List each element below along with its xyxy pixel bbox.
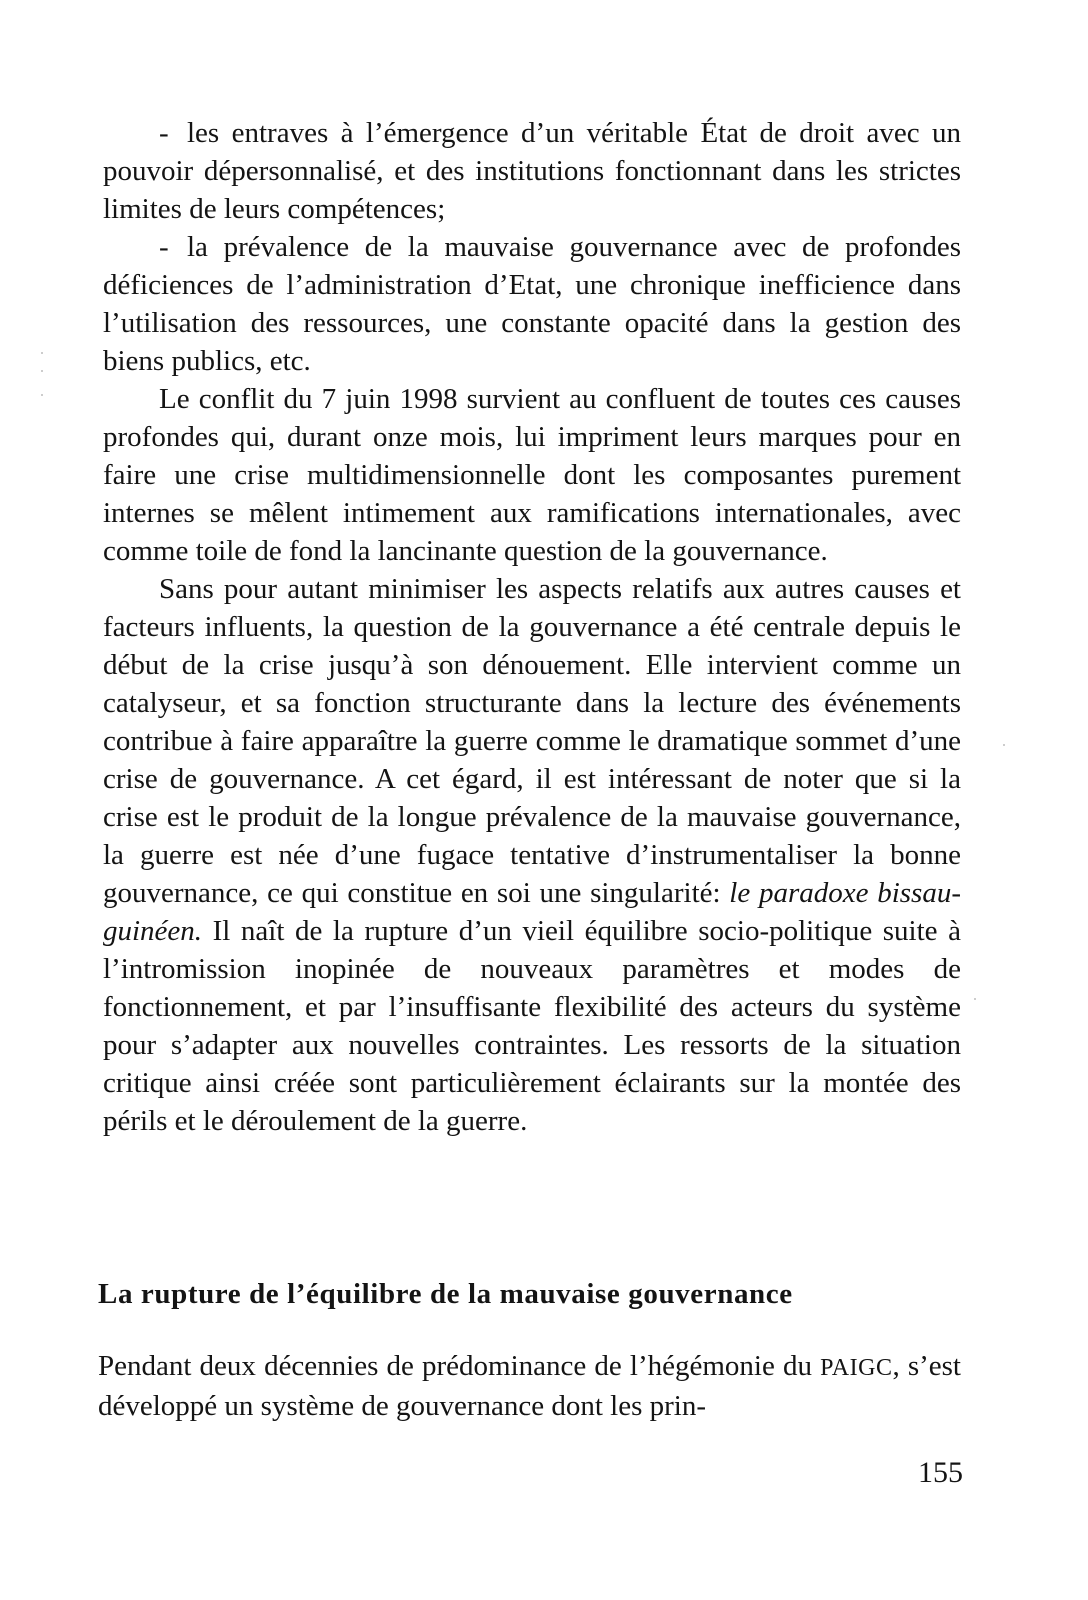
bullet-item	[103, 228, 961, 380]
scan-speck	[974, 998, 976, 1000]
scan-speck	[41, 370, 43, 372]
bullet-marker: -	[159, 117, 169, 149]
paragraph-text: Il naît de la rupture d’un vieil équilibre socio-politique suite à l’intromission inopinée de nouveaux paramètres et modes de fonctionnement, et par l’insuffisante flexibilité des acteurs du système pour s’adapter aux nouvelles contraintes. Les ressorts de la situation critique ainsi créée sont particulièrement éclairants sur la montée des périls et le déroulement de la guerre.	[103, 915, 961, 1137]
acronym: PAIGC	[820, 1355, 893, 1381]
paragraph	[98, 1347, 961, 1425]
paragraph-text: Pendant deux décennies de prédominance de l’hégémonie du	[98, 1350, 821, 1382]
scan-speck	[41, 394, 43, 396]
section-body-text	[98, 1347, 961, 1425]
italic-phrase: le paradoxe bissau-guinéen.	[103, 877, 961, 947]
scan-speck	[1003, 744, 1005, 746]
paragraph-text: , s’est développé un système de gouvernance dont les prin-	[98, 1350, 961, 1422]
body-text	[103, 114, 961, 1140]
paragraph	[103, 570, 961, 1140]
bullet-item	[103, 114, 961, 228]
bullet-text: les entraves à l’émergence d’un véritable État de droit avec un pouvoir dépersonnalisé, et des institutions fonctionnant dans les strictes limites de leurs compétences;	[103, 117, 961, 225]
page-number: 155	[918, 1456, 963, 1489]
section-heading: La rupture de l’équilibre de la mauvaise gouvernance	[98, 1278, 793, 1310]
bullet-text: la prévalence de la mauvaise gouvernance avec de profondes déficiences de l’administration d’Etat, une chronique inefficience dans l’utilisation des ressources, une constante opacité dans la gestion des biens publics, etc.	[103, 231, 961, 377]
scan-speck	[41, 352, 43, 354]
bullet-marker: -	[159, 231, 169, 263]
paragraph-text: Sans pour autant minimiser les aspects relatifs aux autres causes et facteurs influents, la question de la gouvernance a été centrale depuis le début de la crise jusqu’à son dénouement. Elle intervient comme un catalyseur, et sa fonction structurante dans la lecture des événements contribue à faire apparaître la guerre comme le dramatique sommet d’une crise de gouvernance. A cet égard, il est intéressant de noter que si la crise est le produit de la longue prévalence de la mauvaise gouvernance, la guerre est née d’une fugace tentative d’instrumentaliser la bonne gouvernance, ce qui constitue en soi une singularité:	[103, 573, 961, 909]
paragraph: Le conflit du 7 juin 1998 survient au confluent de toutes ces causes profondes qui, durant onze mois, lui impriment leurs marques pour en faire une crise multidimensionnelle dont les composantes purement internes se mêlent intimement aux ramifications internationales, avec comme toile de fond la lancinante question de la gouvernance.	[103, 383, 961, 567]
